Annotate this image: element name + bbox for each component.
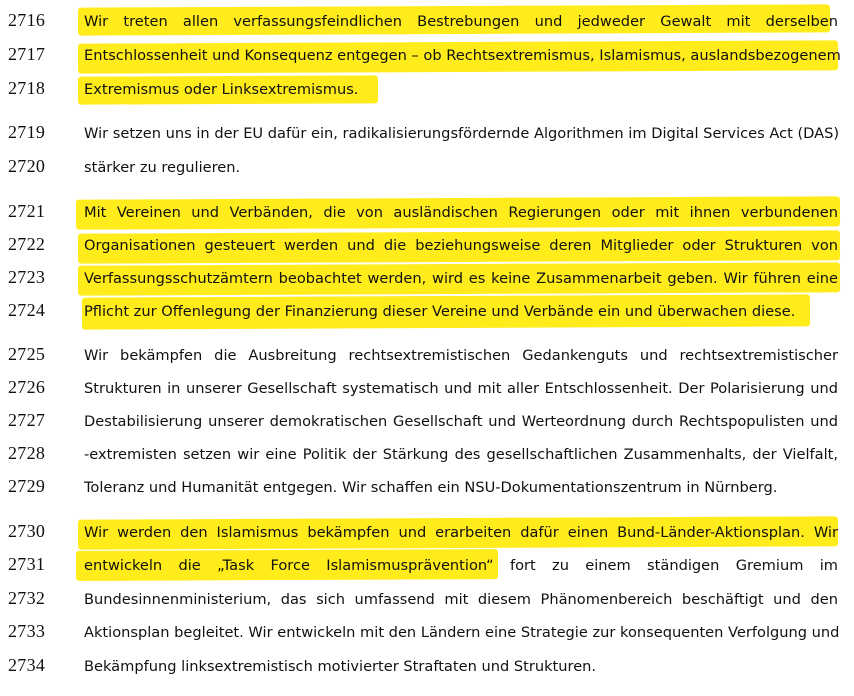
line-text: entwickeln die „Task Force Islamismusprävention“ fort zu einem ständigen Gremium im	[84, 557, 838, 574]
text-line	[0, 118, 854, 152]
text-line	[0, 617, 854, 651]
line-number: 2734	[8, 655, 46, 675]
line-text: Bundesinnenministerium, das sich umfassend mit diesem Phänomenbereich beschäftigt und den	[84, 591, 838, 608]
line-number: 2728	[8, 443, 46, 463]
line-text: -extremisten setzen wir eine Politik der Stärkung des gesellschaftlichen Zusammenhalts, der Vielfalt,	[84, 446, 838, 463]
line-text: Wir setzen uns in der EU dafür ein, radikalisierungsfördernde Algorithmen im Digital Services Act (DAS)	[84, 125, 840, 142]
text-line	[0, 230, 854, 264]
line-number: 2730	[8, 521, 46, 541]
line-text: Organisationen gesteuert werden und die beziehungsweise deren Mitglieder oder Strukturen von	[84, 237, 838, 254]
line-number: 2719	[8, 122, 46, 142]
line-text: Wir bekämpfen die Ausbreitung rechtsextremistischen Gedankenguts und rechtsextremistischer	[84, 347, 838, 364]
text-line	[0, 74, 854, 108]
text-line	[0, 373, 854, 407]
text-line	[0, 197, 854, 231]
line-number: 2731	[8, 554, 46, 574]
line-number: 2723	[8, 267, 46, 287]
line-number: 2725	[8, 344, 46, 364]
text-line	[0, 263, 854, 297]
text-line	[0, 40, 854, 74]
text-line	[0, 517, 854, 551]
line-text: Pflicht zur Offenlegung der Finanzierung dieser Vereine und Verbände ein und überwachen diese.	[84, 303, 796, 320]
text-line	[0, 406, 854, 440]
text-line	[0, 296, 854, 330]
line-text: Bekämpfung linksextremistisch motivierter Straftaten und Strukturen.	[84, 658, 597, 675]
line-number: 2729	[8, 476, 46, 496]
text-line	[0, 651, 854, 685]
line-number: 2722	[8, 234, 46, 254]
line-number: 2717	[8, 44, 46, 64]
line-text: Mit Vereinen und Verbänden, die von ausländischen Regierungen oder mit ihnen verbundenen	[84, 204, 838, 221]
line-text: Toleranz und Humanität entgegen. Wir schaffen ein NSU-Dokumentationszentrum in Nürnberg.	[84, 479, 778, 496]
line-text: Destabilisierung unserer demokratischen Gesellschaft und Werteordnung durch Rechtspopulisten und	[84, 413, 838, 430]
text-line	[0, 439, 854, 473]
line-number: 2727	[8, 410, 46, 430]
line-text: Entschlossenheit und Konsequenz entgegen – ob Rechtsextremismus, Islamismus, auslandsbezogenem	[84, 47, 841, 64]
line-text: Extremismus oder Linksextremismus.	[84, 81, 359, 98]
line-number: 2733	[8, 621, 46, 641]
line-number: 2720	[8, 156, 46, 176]
line-number: 2726	[8, 377, 46, 397]
text-line	[0, 550, 854, 584]
line-text: Verfassungsschutzämtern beobachtet werden, wird es keine Zusammenarbeit geben. Wir führen eine	[84, 270, 838, 287]
line-number: 2716	[8, 10, 46, 30]
line-number: 2732	[8, 588, 46, 608]
text-line	[0, 584, 854, 618]
line-text: Strukturen in unserer Gesellschaft systematisch und mit aller Entschlossenheit. Der Polarisierung und	[84, 380, 838, 397]
line-number: 2724	[8, 300, 46, 320]
text-line	[0, 472, 854, 506]
line-number: 2721	[8, 201, 46, 221]
line-text: stärker zu regulieren.	[84, 159, 241, 176]
text-line	[0, 6, 854, 40]
text-line	[0, 152, 854, 186]
line-text: Wir treten allen verfassungsfeindlichen Bestrebungen und jedweder Gewalt mit derselben	[84, 13, 838, 30]
line-text: Wir werden den Islamismus bekämpfen und erarbeiten dafür einen Bund-Länder-Aktionsplan. Wir	[84, 524, 838, 541]
line-number: 2718	[8, 78, 46, 98]
text-line	[0, 340, 854, 374]
line-text: Aktionsplan begleitet. Wir entwickeln mit den Ländern eine Strategie zur konsequenten Verfolgung und	[84, 624, 840, 641]
